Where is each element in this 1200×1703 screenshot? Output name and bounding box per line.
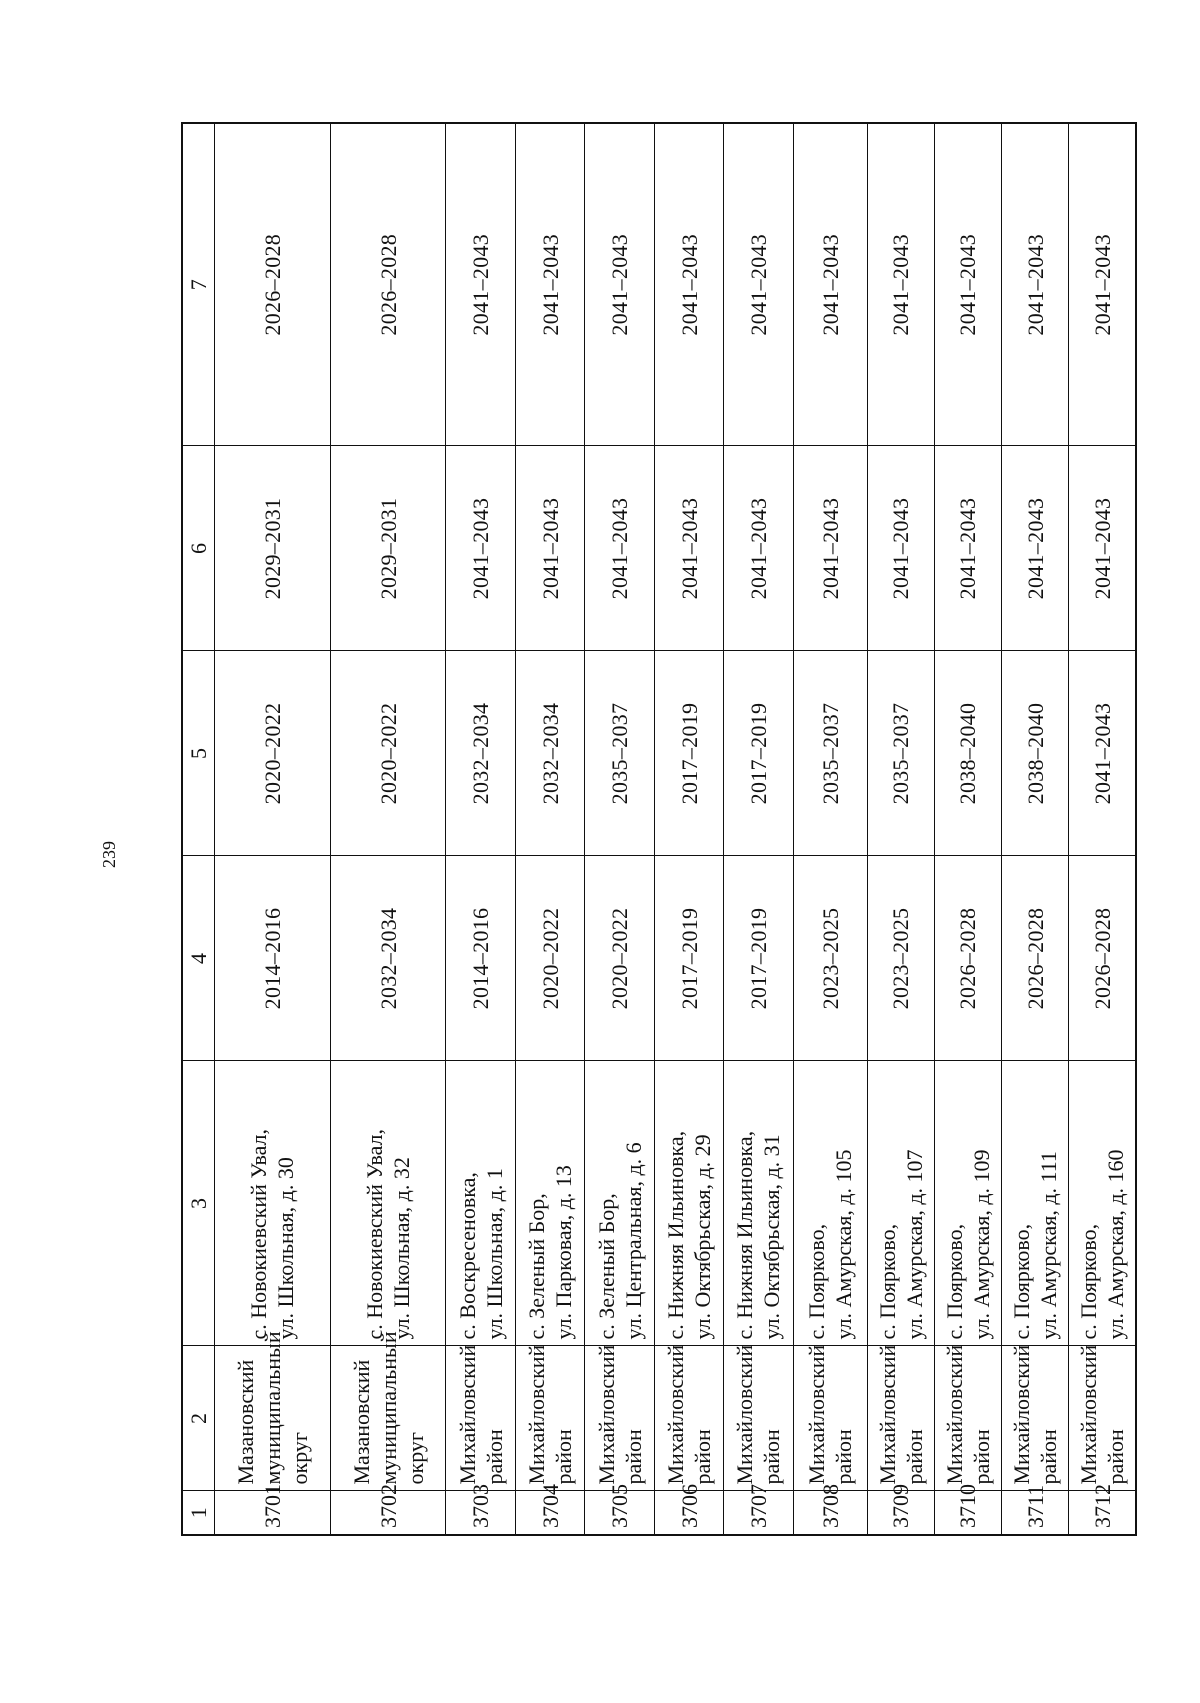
address-cell	[1001, 1061, 1068, 1346]
column-header: 7	[182, 123, 215, 446]
address-line: с. Поярково,	[874, 1223, 900, 1340]
row-number-cell: 3704	[515, 1491, 584, 1535]
address-cell	[330, 1061, 446, 1346]
address-line: с. Поярково,	[804, 1223, 830, 1340]
address-line: ул. Амурская, д. 160	[1103, 1149, 1129, 1340]
period-cell-c5: 2020–2022	[215, 651, 331, 856]
period-cell-c5: 2032–2034	[446, 651, 515, 856]
district-line: район	[759, 1429, 785, 1485]
address-cell	[1069, 1061, 1136, 1346]
address-line: ул. Школьная, д. 30	[273, 1157, 299, 1340]
address-line: с. Поярково,	[1076, 1223, 1102, 1340]
period-cell-c4: 2020–2022	[515, 856, 584, 1061]
period-cell-c6: 2041–2043	[1001, 446, 1068, 651]
address-line: с. Поярково,	[1009, 1223, 1035, 1340]
district-line: район	[620, 1429, 646, 1485]
period-cell-c7: 2041–2043	[724, 123, 793, 446]
address-cell	[654, 1061, 723, 1346]
period-cell-c4: 2014–2016	[215, 856, 331, 1061]
period-cell-c5: 2017–2019	[654, 651, 723, 856]
address-line: ул. Школьная, д. 32	[389, 1157, 415, 1340]
address-cell	[934, 1061, 1001, 1346]
period-cell-c7: 2026–2028	[330, 123, 446, 446]
district-line: Михайловский	[454, 1344, 480, 1485]
district-line: Михайловский	[941, 1344, 967, 1485]
address-line: с. Нижняя Ильиновка,	[663, 1130, 689, 1340]
period-cell-c4: 2026–2028	[934, 856, 1001, 1061]
address-line: с. Воскресеновка,	[454, 1172, 480, 1340]
rotated-table-wrapper	[181, 124, 1137, 1536]
row-number-cell: 3710	[934, 1491, 1001, 1535]
row-number-cell: 3707	[724, 1491, 793, 1535]
period-cell-c4: 2017–2019	[654, 856, 723, 1061]
district-cell	[1001, 1346, 1068, 1491]
district-line: Мазановский	[348, 1359, 374, 1485]
table-row	[793, 123, 867, 1535]
table-body	[182, 123, 1136, 1535]
period-cell-c7: 2041–2043	[446, 123, 515, 446]
district-line: район	[831, 1429, 857, 1485]
period-cell-c6: 2041–2043	[934, 446, 1001, 651]
period-cell-c6: 2029–2031	[330, 446, 446, 651]
row-number-cell: 3711	[1001, 1491, 1068, 1535]
district-line: район	[551, 1429, 577, 1485]
district-line: Михайловский	[874, 1344, 900, 1485]
address-line: с. Зеленый Бор,	[524, 1193, 550, 1340]
column-header: 1	[182, 1491, 215, 1535]
address-cell	[446, 1061, 515, 1346]
row-number-cell: 3701	[215, 1491, 331, 1535]
district-line: муниципальный	[259, 1331, 285, 1485]
period-cell-c6: 2041–2043	[654, 446, 723, 651]
period-cell-c6: 2041–2043	[867, 446, 934, 651]
period-cell-c5: 2035–2037	[585, 651, 654, 856]
address-line: ул. Парковая, д. 13	[551, 1165, 577, 1340]
address-cell	[793, 1061, 867, 1346]
district-cell	[1069, 1346, 1136, 1491]
period-cell-c7: 2041–2043	[654, 123, 723, 446]
district-cell	[724, 1346, 793, 1491]
period-cell-c5: 2038–2040	[934, 651, 1001, 856]
address-line: ул. Октябрьская, д. 31	[759, 1134, 785, 1340]
period-cell-c4: 2017–2019	[724, 856, 793, 1061]
header-row	[182, 123, 215, 1535]
period-cell-c4: 2020–2022	[585, 856, 654, 1061]
period-cell-c7: 2041–2043	[867, 123, 934, 446]
address-cell	[867, 1061, 934, 1346]
period-cell-c7: 2041–2043	[585, 123, 654, 446]
row-number-cell: 3702	[330, 1491, 446, 1535]
period-cell-c4: 2023–2025	[867, 856, 934, 1061]
district-cell	[330, 1331, 446, 1491]
period-cell-c5: 2032–2034	[515, 651, 584, 856]
table-row	[330, 123, 446, 1535]
period-cell-c4: 2023–2025	[793, 856, 867, 1061]
row-number-cell: 3709	[867, 1491, 934, 1535]
column-header: 3	[182, 1061, 215, 1346]
district-line: муниципальный	[375, 1331, 401, 1485]
district-line: Михайловский	[804, 1344, 830, 1485]
address-line: ул. Центральная, д. 6	[620, 1142, 646, 1340]
column-header: 5	[182, 651, 215, 856]
address-line: ул. Амурская, д. 107	[901, 1149, 927, 1340]
row-number-cell: 3712	[1069, 1491, 1136, 1535]
period-cell-c7: 2041–2043	[515, 123, 584, 446]
district-cell	[654, 1346, 723, 1491]
period-cell-c7: 2041–2043	[1001, 123, 1068, 446]
district-cell	[867, 1346, 934, 1491]
address-cell	[515, 1061, 584, 1346]
address-line: ул. Школьная, д. 1	[481, 1168, 507, 1340]
period-cell-c6: 2041–2043	[724, 446, 793, 651]
period-cell-c5: 2020–2022	[330, 651, 446, 856]
period-cell-c5: 2038–2040	[1001, 651, 1068, 856]
table-row	[515, 123, 584, 1535]
district-line: округ	[286, 1432, 312, 1485]
address-line: с. Поярково,	[941, 1223, 967, 1340]
table-row	[934, 123, 1001, 1535]
period-cell-c7: 2041–2043	[793, 123, 867, 446]
district-line: Михайловский	[1076, 1344, 1102, 1485]
district-cell	[585, 1346, 654, 1491]
district-line: район	[690, 1429, 716, 1485]
page-number: 239	[99, 841, 119, 868]
district-line: Михайловский	[524, 1344, 550, 1485]
row-number-cell: 3705	[585, 1491, 654, 1535]
district-cell	[793, 1346, 867, 1491]
district-line: Михайловский	[732, 1344, 758, 1485]
address-cell	[585, 1061, 654, 1346]
period-cell-c7: 2041–2043	[1069, 123, 1136, 446]
district-line: Михайловский	[1009, 1344, 1035, 1485]
district-line: район	[968, 1429, 994, 1485]
table-row	[215, 123, 331, 1535]
period-cell-c6: 2041–2043	[446, 446, 515, 651]
address-line: с. Новокиевский Увал,	[362, 1128, 388, 1340]
register-table	[181, 122, 1137, 1536]
period-cell-c5: 2035–2037	[867, 651, 934, 856]
period-cell-c4: 2014–2016	[446, 856, 515, 1061]
district-cell	[934, 1346, 1001, 1491]
row-number-cell: 3706	[654, 1491, 723, 1535]
district-line: район	[901, 1429, 927, 1485]
district-line: район	[1036, 1429, 1062, 1485]
period-cell-c7: 2026–2028	[215, 123, 331, 446]
period-cell-c4: 2026–2028	[1001, 856, 1068, 1061]
address-line: ул. Амурская, д. 109	[968, 1149, 994, 1340]
address-cell	[215, 1061, 331, 1346]
district-line: район	[1103, 1429, 1129, 1485]
period-cell-c6: 2041–2043	[1069, 446, 1136, 651]
address-line: ул. Амурская, д. 111	[1036, 1151, 1062, 1340]
row-number-cell: 3708	[793, 1491, 867, 1535]
period-cell-c6: 2029–2031	[215, 446, 331, 651]
period-cell-c4: 2026–2028	[1069, 856, 1136, 1061]
district-cell	[215, 1331, 331, 1491]
table-row	[867, 123, 934, 1535]
address-line: с. Зеленый Бор,	[593, 1193, 619, 1340]
district-line: Мазановский	[232, 1359, 258, 1485]
address-line: с. Нижняя Ильиновка,	[732, 1130, 758, 1340]
district-line: Михайловский	[663, 1344, 689, 1485]
period-cell-c7: 2041–2043	[934, 123, 1001, 446]
period-cell-c5: 2017–2019	[724, 651, 793, 856]
column-header: 2	[182, 1346, 215, 1491]
period-cell-c5: 2035–2037	[793, 651, 867, 856]
district-line: район	[481, 1429, 507, 1485]
district-cell	[446, 1346, 515, 1491]
address-line: ул. Октябрьская, д. 29	[690, 1134, 716, 1340]
district-cell	[515, 1346, 584, 1491]
table-row	[654, 123, 723, 1535]
district-line: Михайловский	[593, 1344, 619, 1485]
address-cell	[724, 1061, 793, 1346]
table-row	[1069, 123, 1136, 1535]
row-number-cell: 3703	[446, 1491, 515, 1535]
table-row	[724, 123, 793, 1535]
period-cell-c6: 2041–2043	[585, 446, 654, 651]
address-line: с. Новокиевский Увал,	[246, 1128, 272, 1340]
column-header: 4	[182, 856, 215, 1061]
column-header: 6	[182, 446, 215, 651]
address-line: ул. Амурская, д. 105	[831, 1149, 857, 1340]
district-line: округ	[402, 1432, 428, 1485]
table-row	[585, 123, 654, 1535]
period-cell-c5: 2041–2043	[1069, 651, 1136, 856]
table-row	[1001, 123, 1068, 1535]
table-row	[446, 123, 515, 1535]
period-cell-c4: 2032–2034	[330, 856, 446, 1061]
period-cell-c6: 2041–2043	[515, 446, 584, 651]
period-cell-c6: 2041–2043	[793, 446, 867, 651]
